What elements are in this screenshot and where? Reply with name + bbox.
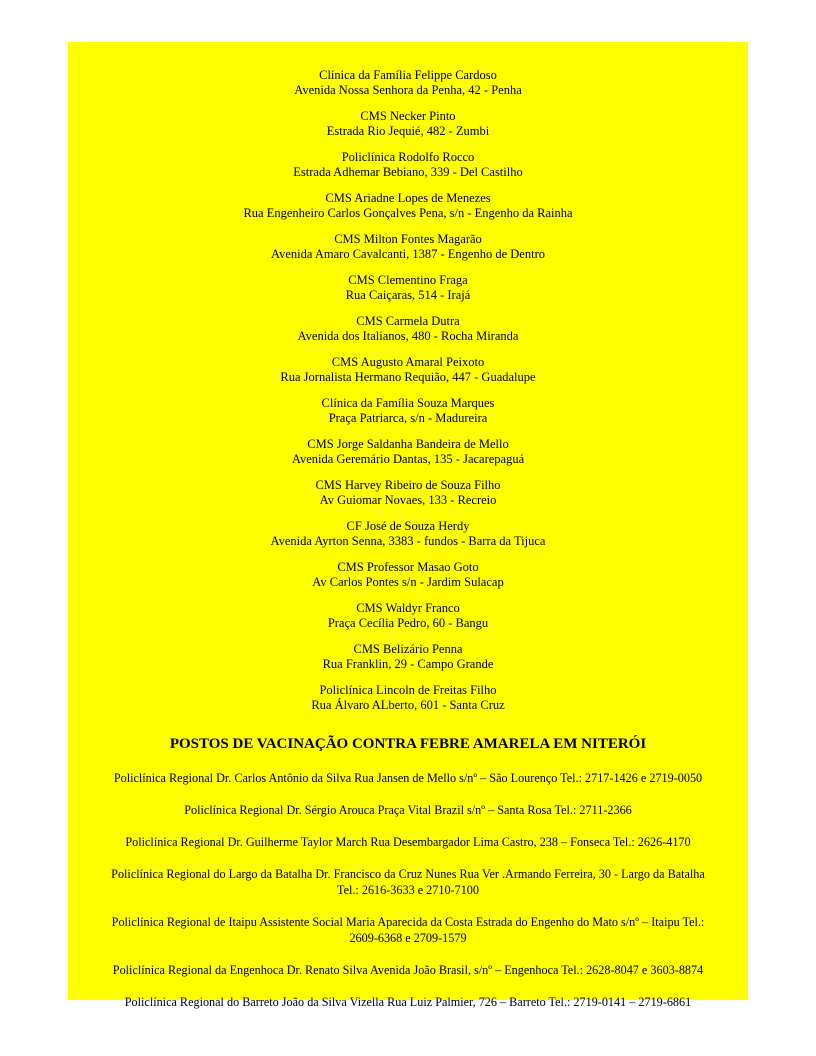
- list-item: [98, 68, 718, 98]
- clinic-address: Avenida Nossa Senhora da Penha, 42 - Penha: [294, 83, 522, 97]
- clinic-name: CMS Carmela Dutra: [356, 314, 460, 328]
- section-title: POSTOS DE VACINAÇÃO CONTRA FEBRE AMARELA EM NITERÓI: [169, 736, 647, 752]
- list-item: [98, 314, 718, 344]
- list-item: Policlínica Regional do Largo da Batalha Dr. Francisco da Cruz Nunes Rua Ver .Armando Ferreira, 30 - Largo da Batalha Tel.: 2616-3633 e 2710-7100: [111, 867, 705, 897]
- list-item: Policlínica Regional Dr. Guilherme Taylor March Rua Desembargador Lima Castro, 238 – Fonseca Tel.: 2626-4170: [125, 835, 691, 849]
- clinic-address: Estrada Rio Jequié, 482 - Zumbi: [326, 124, 490, 138]
- list-item: [98, 355, 718, 385]
- clinic-name: Clínica da Família Souza Marques: [321, 396, 495, 410]
- clinic-address: Av Carlos Pontes s/n - Jardim Sulacap: [312, 575, 504, 589]
- clinic-address: Av Guiomar Novaes, 133 - Recreio: [319, 493, 497, 507]
- list-item: [98, 396, 718, 426]
- list-item: [98, 683, 718, 713]
- clinic-name: CMS Harvey Ribeiro de Souza Filho: [315, 478, 501, 492]
- list-item: [98, 437, 718, 467]
- clinic-name: CMS Necker Pinto: [360, 109, 456, 123]
- list-item: Policlínica Regional do Barreto João da Silva Vizella Rua Luiz Palmier, 726 – Barreto Tel.: 2719-0141 – 2719-6861: [124, 995, 692, 1009]
- clinic-address: Avenida Amaro Cavalcanti, 1387 - Engenho de Dentro: [271, 247, 545, 261]
- clinic-name: Policlínica Rodolfo Rocco: [341, 150, 475, 164]
- niteroi-post-list: [98, 770, 718, 1010]
- list-item: Policlínica Regional da Engenhoca Dr. Renato Silva Avenida João Brasil, s/nº – Engenhoca Tel.: 2628-8047 e 3603-8874: [112, 963, 704, 977]
- list-item: [98, 232, 718, 262]
- clinic-address: Avenida Ayrton Senna, 3383 - fundos - Barra da Tijuca: [270, 534, 546, 548]
- clinic-name: Clínica da Família Felippe Cardoso: [319, 68, 497, 82]
- list-item: [98, 273, 718, 303]
- clinic-address: Rua Álvaro ALberto, 601 - Santa Cruz: [311, 698, 505, 712]
- clinic-list: [98, 68, 718, 713]
- clinic-address: Rua Jornalista Hermano Requião, 447 - Guadalupe: [280, 370, 536, 384]
- clinic-name: CMS Waldyr Franco: [356, 601, 460, 615]
- clinic-address: Avenida dos Italianos, 480 - Rocha Miranda: [297, 329, 519, 343]
- list-item: [98, 560, 718, 590]
- clinic-name: CMS Jorge Saldanha Bandeira de Mello: [307, 437, 509, 451]
- clinic-address: Estrada Adhemar Bebiano, 339 - Del Castilho: [293, 165, 523, 179]
- clinic-address: Avenida Geremário Dantas, 135 - Jacarepaguá: [291, 452, 525, 466]
- clinic-name: CMS Clementino Fraga: [348, 273, 468, 287]
- list-item: [98, 478, 718, 508]
- clinic-name: Policlínica Lincoln de Freitas Filho: [319, 683, 497, 697]
- list-item: [98, 191, 718, 221]
- list-item: Policlínica Regional Dr. Sérgio Arouca Praça Vital Brazil s/nº – Santa Rosa Tel.: 2711-2366: [184, 803, 632, 817]
- list-item: [98, 519, 718, 549]
- clinic-name: CMS Ariadne Lopes de Menezes: [325, 191, 491, 205]
- clinic-address: Rua Engenheiro Carlos Gonçalves Pena, s/n - Engenho da Rainha: [243, 206, 573, 220]
- clinic-address: Rua Caiçaras, 514 - Irajá: [345, 288, 471, 302]
- clinic-name: CMS Augusto Amaral Peixoto: [331, 355, 485, 369]
- clinic-address: Praça Cecília Pedro, 60 - Bangu: [327, 616, 489, 630]
- list-item: Policlínica Regional de Itaipu Assistente Social Maria Aparecida da Costa Estrada do Engenho do Mato s/nº – Itaipu Tel.: 2609-6368 e 2709-1579: [111, 915, 705, 945]
- list-item: [98, 642, 718, 672]
- clinic-name: CMS Professor Masao Goto: [337, 560, 479, 574]
- list-item: [98, 109, 718, 139]
- yellow-content-panel: [68, 42, 748, 1009]
- list-item: [98, 601, 718, 631]
- clinic-address: Rua Franklin, 29 - Campo Grande: [322, 657, 494, 671]
- list-item: [98, 150, 718, 180]
- clinic-name: CMS Milton Fontes Magarão: [334, 232, 482, 246]
- list-item: Policlínica Regional Dr. Carlos Antônio da Silva Rua Jansen de Mello s/nº – São Lourenço Tel.: 2717-1426 e 2719-0050: [113, 771, 703, 785]
- clinic-name: CF José de Souza Herdy: [346, 519, 470, 533]
- clinic-name: CMS Belizário Penna: [353, 642, 463, 656]
- clinic-address: Praça Patriarca, s/n - Madureira: [328, 411, 488, 425]
